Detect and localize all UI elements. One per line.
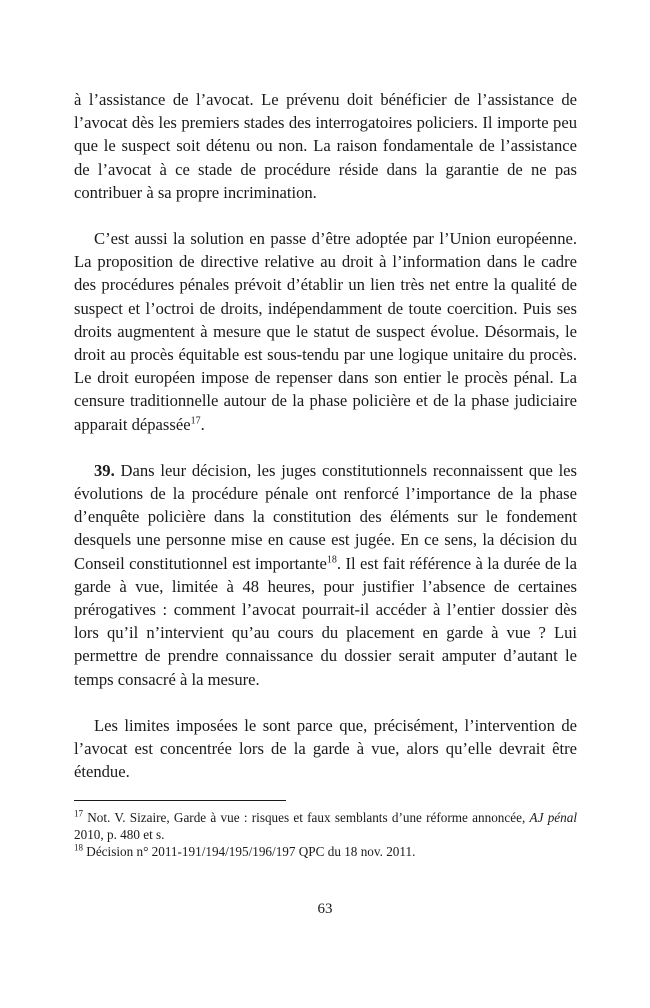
footnote-18-text: Décision n° 2011-191/194/195/196/197 QPC du 18 nov. 2011. xyxy=(83,844,416,859)
paragraph-39-text-b: . Il est fait référence à la durée de la garde à vue, limitée à 48 heures, pour justifier l’absence de certaines prérogatives : comment l’avocat pourrait-il accéder à l’entier dossier dès lors qu’il n’intervient qu’au cours du placement en garde à vue ? Lui permettre de prendre connaissance du dossier serait amputer d’autant le temps consacré à la mesure. xyxy=(74,553,577,689)
section-number: 39. xyxy=(94,460,115,480)
paragraph-2-text: C’est aussi la solution en passe d’être adoptée par l’Union européenne. La proposition de directive relative au droit à l’information dans le cadre des procédures pénales prévoit d’établir un lien très net entre la qualité de suspect et l’octroi de droits, indépendamment de toute coercition. Puis ses droits augmentent à mesure que le statut de suspect évolue. Désormais, le droit au procès équitable est sous-tendu par une logique unitaire du procès. Le droit européen impose de repenser dans son entier le procès pénal. La censure traditionnelle autour de la phase policière et de la phase judiciaire apparait dépassée xyxy=(74,229,577,434)
footnotes xyxy=(74,800,577,860)
footnote-17-text: Not. V. Sizaire, Garde à vue : risques et faux semblants d’une réforme annoncée, xyxy=(83,810,530,825)
paragraph-2 xyxy=(74,227,577,436)
paragraph-2-end: . xyxy=(200,414,205,434)
footnote-17-citation: 2010, p. 480 et s. xyxy=(74,827,165,842)
footnote-ref-18[interactable]: 18 xyxy=(326,554,337,566)
footnote-ref-17[interactable]: 17 xyxy=(190,415,201,427)
footnote-17 xyxy=(74,809,577,843)
footnote-18-marker: 18 xyxy=(74,842,83,853)
page-body xyxy=(74,88,577,783)
footnote-17-journal: AJ pénal xyxy=(529,810,577,825)
footnote-17-marker: 17 xyxy=(74,808,83,819)
paragraph-39 xyxy=(74,459,577,691)
paragraph-1: à l’assistance de l’avocat. Le prévenu doit bénéficier de l’assistance de l’avocat dès les premiers stades des interrogatoires policiers. Il importe peu que le suspect soit détenu ou non. La raison fondamentale de l’assistance de l’avocat à ce stade de procédure réside dans la garantie de ne pas contribuer à sa propre incrimination. xyxy=(74,90,577,202)
page-number: 63 xyxy=(317,901,333,917)
paragraph-4: Les limites imposées le sont parce que, précisément, l’intervention de l’avocat est concentrée lors de la garde à vue, alors qu’elle devrait être étendue. xyxy=(74,715,577,782)
footnote-divider xyxy=(74,800,286,801)
paragraph-39-text-a: Dans leur décision, les juges constitutionnels reconnaissent que les évolutions de la procédure pénale ont renforcé l’importance de la phase d’enquête policière dans la constitution des éléments sur le fondement desquels une personne mise en cause est jugée. En ce sens, la décision du Conseil constitutionnel est importante xyxy=(74,460,577,573)
footnote-18 xyxy=(74,843,577,860)
